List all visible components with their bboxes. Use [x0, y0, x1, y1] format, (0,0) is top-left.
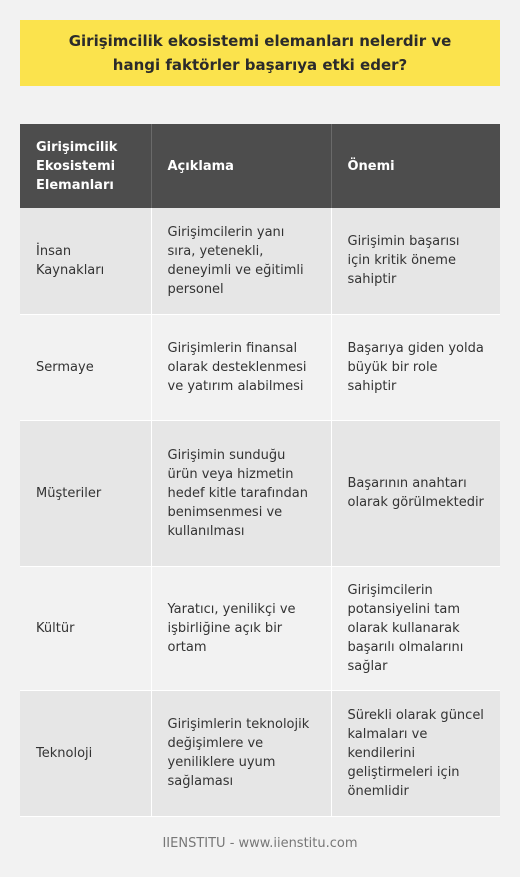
cell-importance: Başarıya giden yolda büyük bir role sahiptir — [331, 314, 500, 420]
table-row — [20, 208, 500, 314]
header-description: Açıklama — [151, 124, 331, 208]
footer-credit: IIENSTITU - www.iienstitu.com — [162, 836, 358, 851]
table-header-row — [20, 124, 500, 208]
cell-importance: Sürekli olarak güncel kalmaları ve kendilerini geliştirmeleri için önemlidir — [331, 690, 500, 816]
title-banner — [20, 20, 500, 86]
cell-description: Yaratıcı, yenilikçi ve işbirliğine açık bir ortam — [151, 566, 331, 690]
header-elements: Girişimcilik Ekosistemi Elemanları — [20, 124, 151, 208]
cell-description: Girişimlerin finansal olarak desteklenmesi ve yatırım alabilmesi — [151, 314, 331, 420]
table-row — [20, 690, 500, 816]
cell-element: Sermaye — [20, 314, 151, 420]
cell-importance: Girişimin başarısı için kritik öneme sahiptir — [331, 208, 500, 314]
cell-importance: Başarının anahtarı olarak görülmektedir — [331, 420, 500, 566]
cell-description: Girişimcilerin yanı sıra, yetenekli, deneyimli ve eğitimli personel — [151, 208, 331, 314]
cell-element: Kültür — [20, 566, 151, 690]
table-row — [20, 566, 500, 690]
table-row — [20, 420, 500, 566]
cell-element: Teknoloji — [20, 690, 151, 816]
table-row — [20, 314, 500, 420]
header-importance: Önemi — [331, 124, 500, 208]
cell-importance: Girişimcilerin potansiyelini tam olarak kullanarak başarılı olmalarını sağlar — [331, 566, 500, 690]
cell-element: Müşteriler — [20, 420, 151, 566]
cell-description: Girişimlerin teknolojik değişimlere ve yeniliklere uyum sağlaması — [151, 690, 331, 816]
page-title: Girişimcilik ekosistemi elemanları nelerdir ve hangi faktörler başarıya etki eder? — [68, 32, 452, 74]
cell-description: Girişimin sunduğu ürün veya hizmetin hedef kitle tarafından benimsenmesi ve kullanılması — [151, 420, 331, 566]
cell-element: İnsan Kaynakları — [20, 208, 151, 314]
data-table — [20, 124, 500, 817]
